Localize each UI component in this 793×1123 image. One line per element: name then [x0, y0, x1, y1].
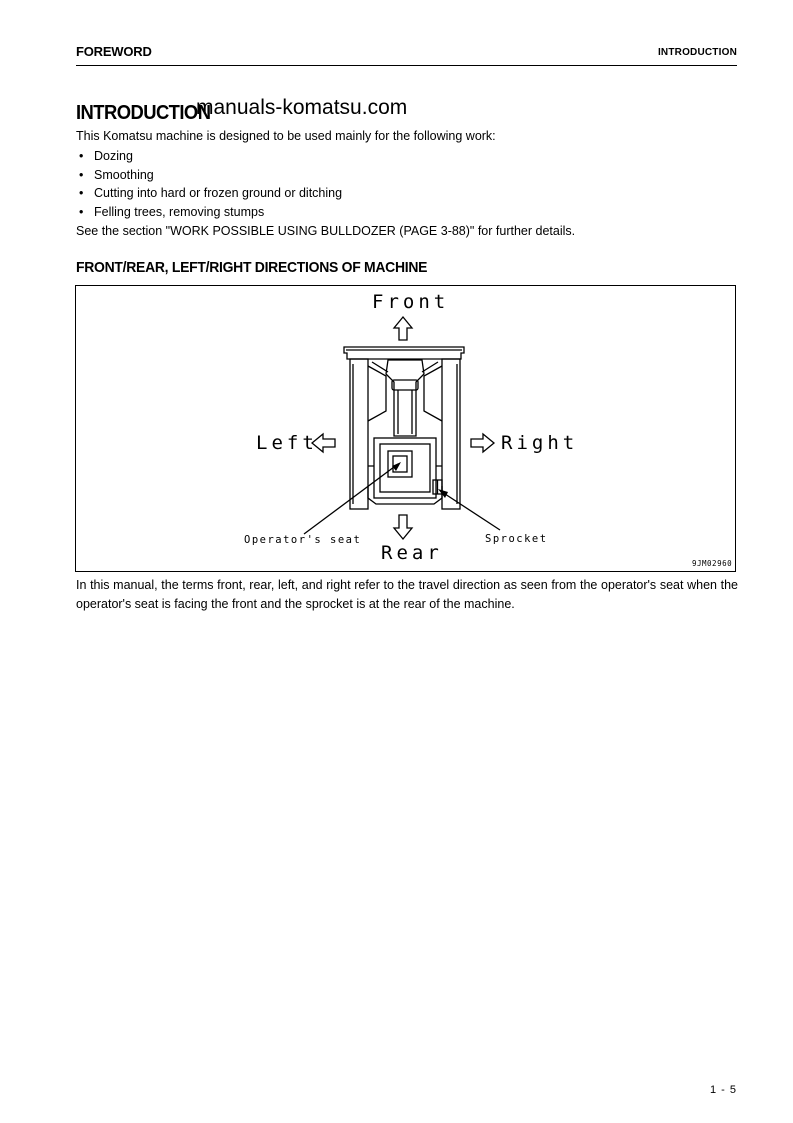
bullet-icon: •: [79, 149, 84, 163]
front-label: Front: [372, 291, 450, 313]
right-arrow-icon: [471, 434, 494, 452]
page-header-right: INTRODUCTION: [657, 47, 737, 58]
operator-seat-label: Operator's seat: [244, 534, 362, 546]
figure-code: 9JM02960: [692, 559, 733, 568]
rear-arrow-icon: [394, 515, 412, 539]
sprocket-label: Sprocket: [485, 533, 548, 545]
see-section-text: See the section "WORK POSSIBLE USING BULLDOZER (PAGE 3-88)" for further details.: [76, 224, 576, 238]
bulldozer-diagram: [76, 286, 737, 573]
front-arrow-icon: [394, 317, 412, 340]
watermark: manuals-komatsu.com: [196, 96, 408, 119]
list-item-text: Smoothing: [94, 167, 154, 182]
list-item-text: Felling trees, removing stumps: [94, 205, 265, 220]
sprocket-leader: [442, 492, 500, 530]
operator-seat-leader: [304, 464, 398, 534]
bulldozer-icon: [344, 347, 464, 509]
section-heading: FRONT/REAR, LEFT/RIGHT DIRECTIONS OF MACHINE: [76, 259, 428, 276]
directions-paragraph: In this manual, the terms front, rear, left, and right refer to the travel direction as seen from the operator's seat when the operator's seat is facing the front and the sprocket is at the rear of the machine.: [76, 578, 738, 611]
page-title: INTRODUCTION: [76, 102, 211, 124]
list-item: [76, 147, 342, 166]
list-item-text: Cutting into hard or frozen ground or ditching: [94, 186, 343, 201]
work-list: [76, 147, 342, 222]
list-item: [76, 184, 342, 203]
page-number: 1 - 5: [709, 1084, 737, 1096]
rear-label: Rear: [381, 542, 443, 564]
intro-text: This Komatsu machine is designed to be used mainly for the following work:: [76, 129, 496, 143]
list-item: [76, 166, 342, 185]
header-rule: [76, 65, 737, 66]
list-item-text: Dozing: [94, 149, 133, 163]
bullet-icon: •: [79, 186, 84, 201]
page-header-left: FOREWORD: [76, 44, 152, 59]
direction-figure: [75, 285, 736, 572]
left-label: Left: [256, 432, 318, 454]
right-label: Right: [501, 432, 579, 454]
bullet-icon: •: [79, 167, 84, 182]
list-item: [76, 203, 342, 222]
bullet-icon: •: [79, 205, 84, 220]
